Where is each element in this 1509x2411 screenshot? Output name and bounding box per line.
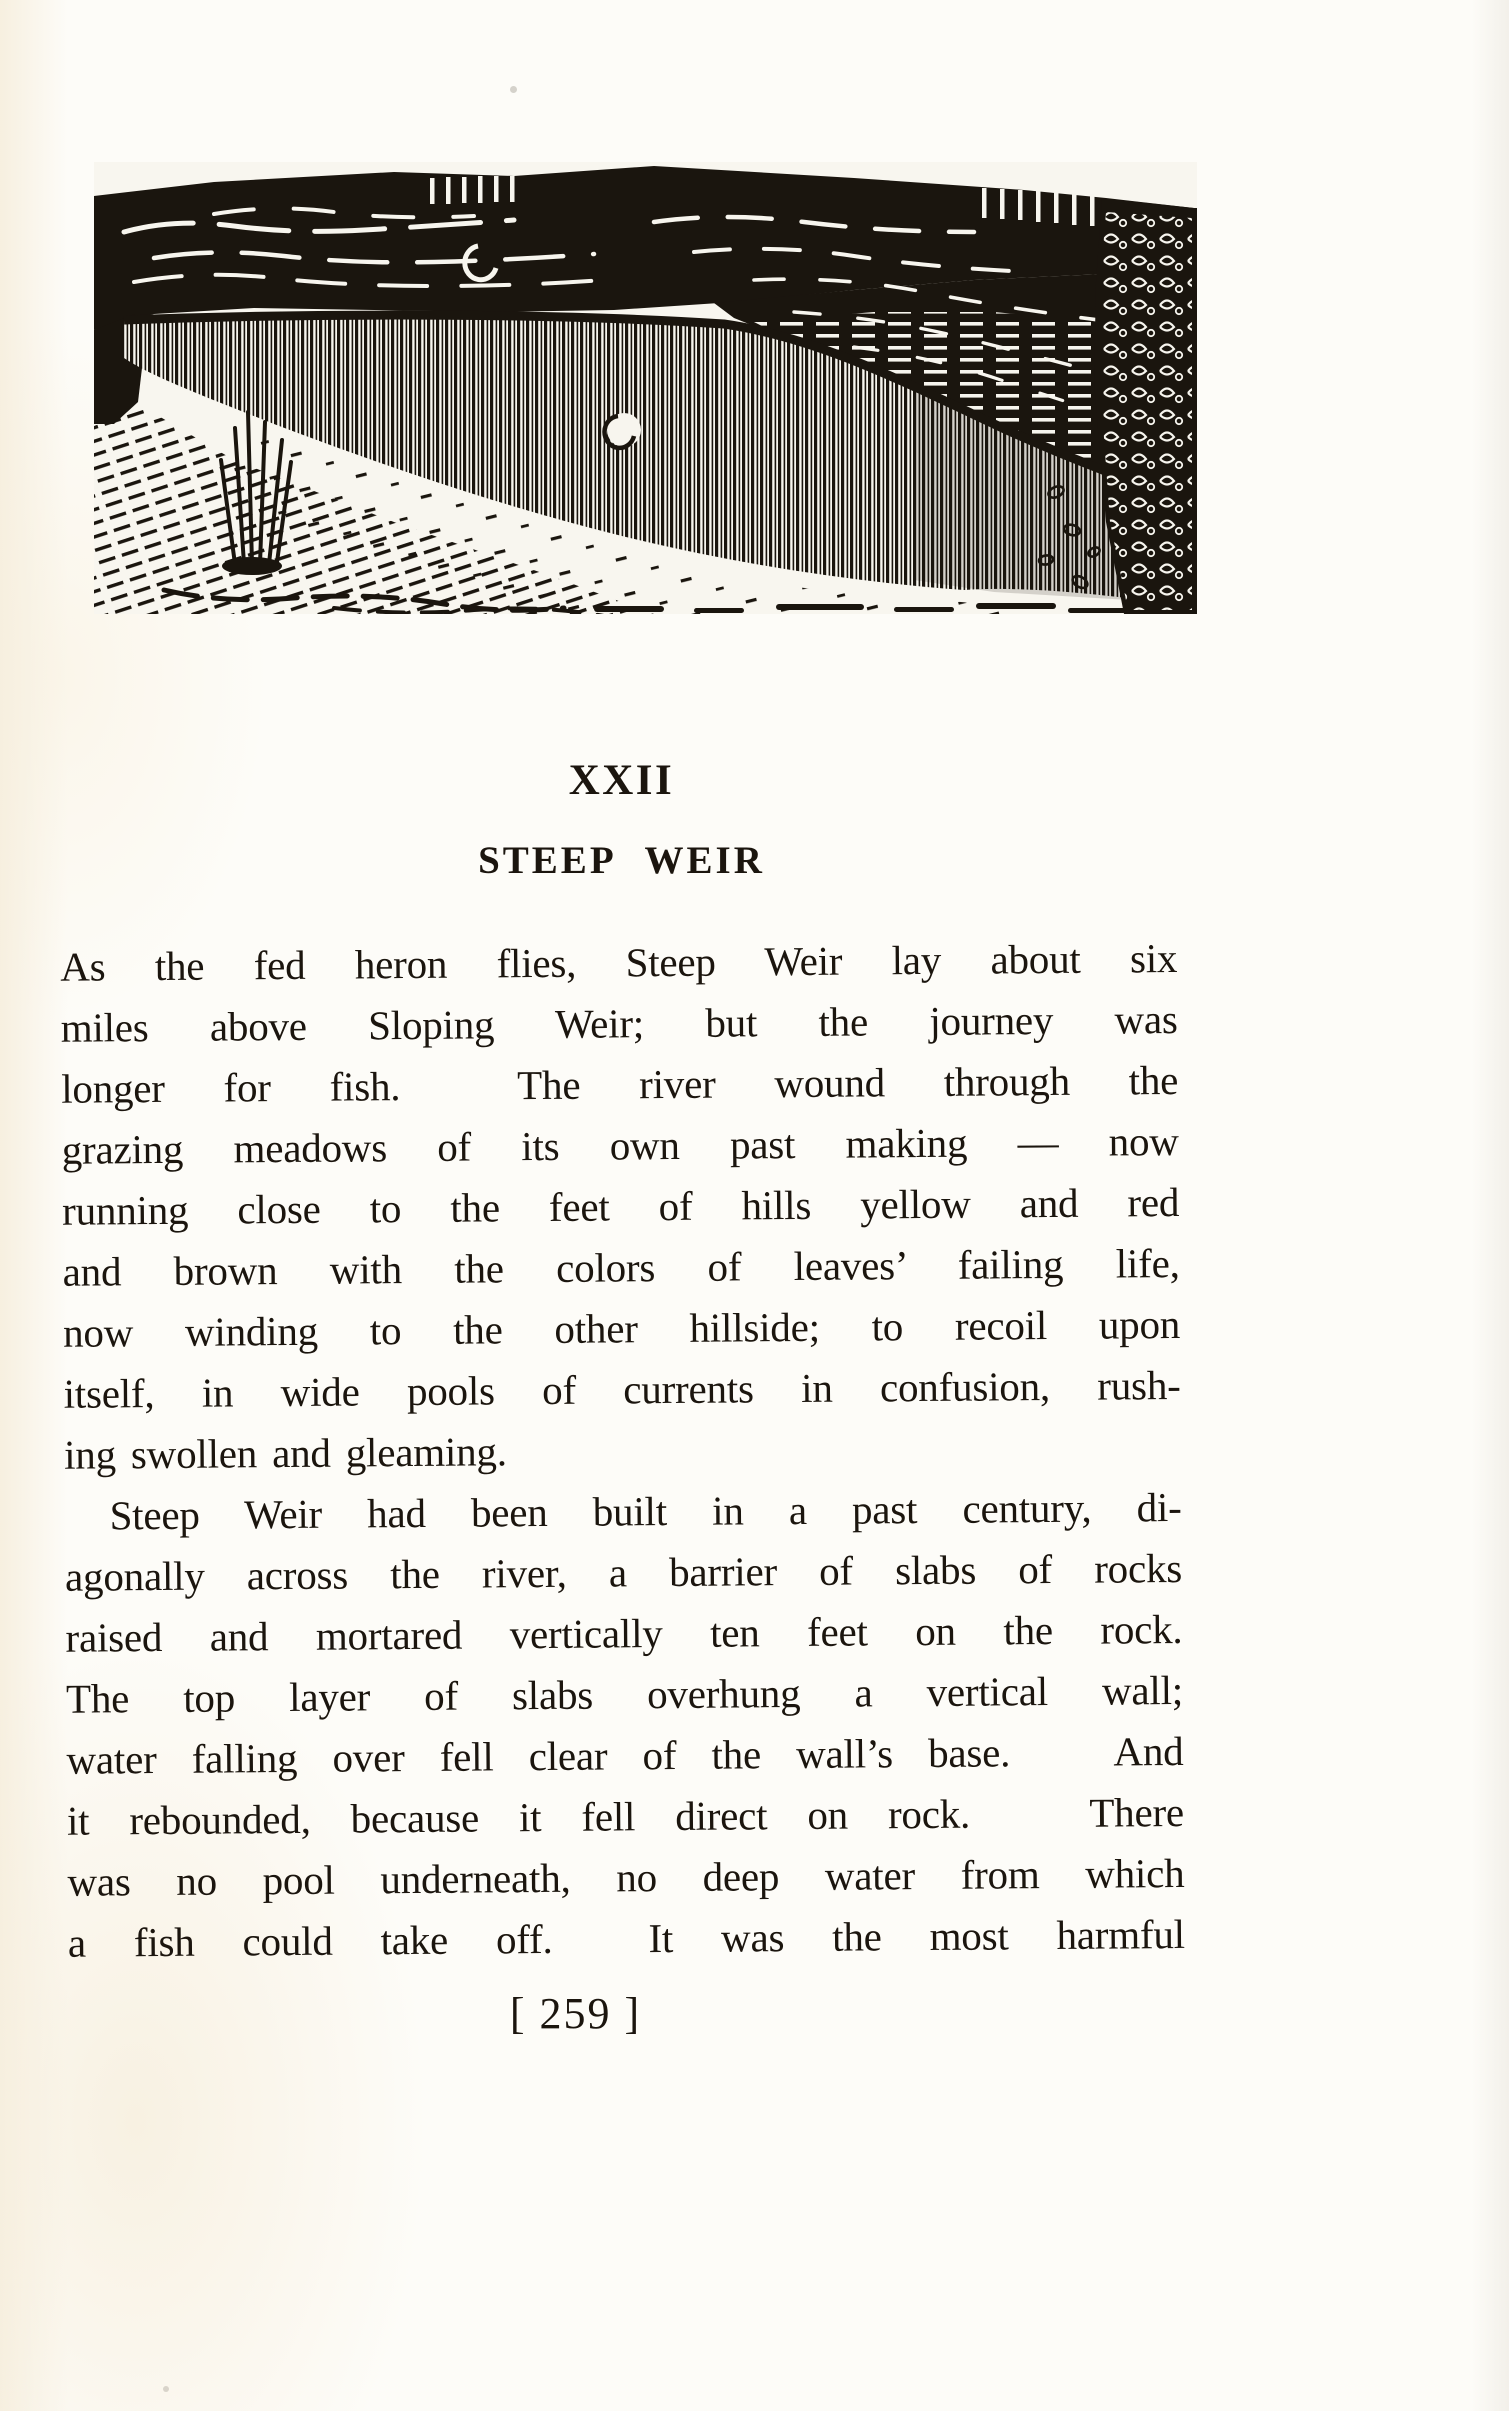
- body-text-line: ing swollen and gleaming.: [63, 1428, 507, 1478]
- body-text-line: The top layer of slabs overhung a vertical wall;: [65, 1666, 1184, 1722]
- body-text-line: longer for fish. The river wound through the: [61, 1056, 1179, 1112]
- body-text-line: was no pool underneath, no deep water from which: [67, 1849, 1185, 1905]
- body-text-line: miles above Sloping Weir; but the journey was: [60, 995, 1178, 1051]
- body-text-line: agonally across the river, a barrier of slabs of rocks: [64, 1544, 1183, 1600]
- body-text-line: itself, in wide pools of currents in confusion, rush-: [63, 1361, 1181, 1417]
- page-number: [ 259 ]: [509, 1989, 642, 2038]
- body-text-line: a fish could take off. It was the most harmful: [67, 1910, 1186, 1966]
- body-text-line: now winding to the other hillside; to recoil upon: [62, 1300, 1181, 1356]
- body-text-line: raised and mortared vertically ten feet on the rock.: [65, 1605, 1183, 1661]
- weir-woodcut-illustration: [94, 162, 1197, 614]
- weir-woodcut-svg: [94, 162, 1197, 614]
- body-text-line: it rebounded, because it fell direct on rock. There: [66, 1788, 1185, 1844]
- chapter-number: XXII: [568, 757, 675, 804]
- body-text-line: Steep Weir had been built in a past century, di-: [109, 1483, 1182, 1539]
- body-text-line: water falling over fell clear of the wall’s base. And: [66, 1727, 1184, 1783]
- body-text-line: and brown with the colors of leaves’ failing life,: [62, 1239, 1180, 1295]
- body-text-block: [60, 928, 1185, 1974]
- scan-speck: [163, 2386, 169, 2392]
- scan-speck: [510, 86, 517, 93]
- body-text-line: running close to the feet of hills yellow and red: [62, 1178, 1180, 1234]
- chapter-title: STEEP WEIR: [478, 839, 765, 882]
- body-text-line: grazing meadows of its own past making — now: [61, 1117, 1179, 1173]
- body-text-line: As the fed heron flies, Steep Weir lay about six: [60, 934, 1178, 990]
